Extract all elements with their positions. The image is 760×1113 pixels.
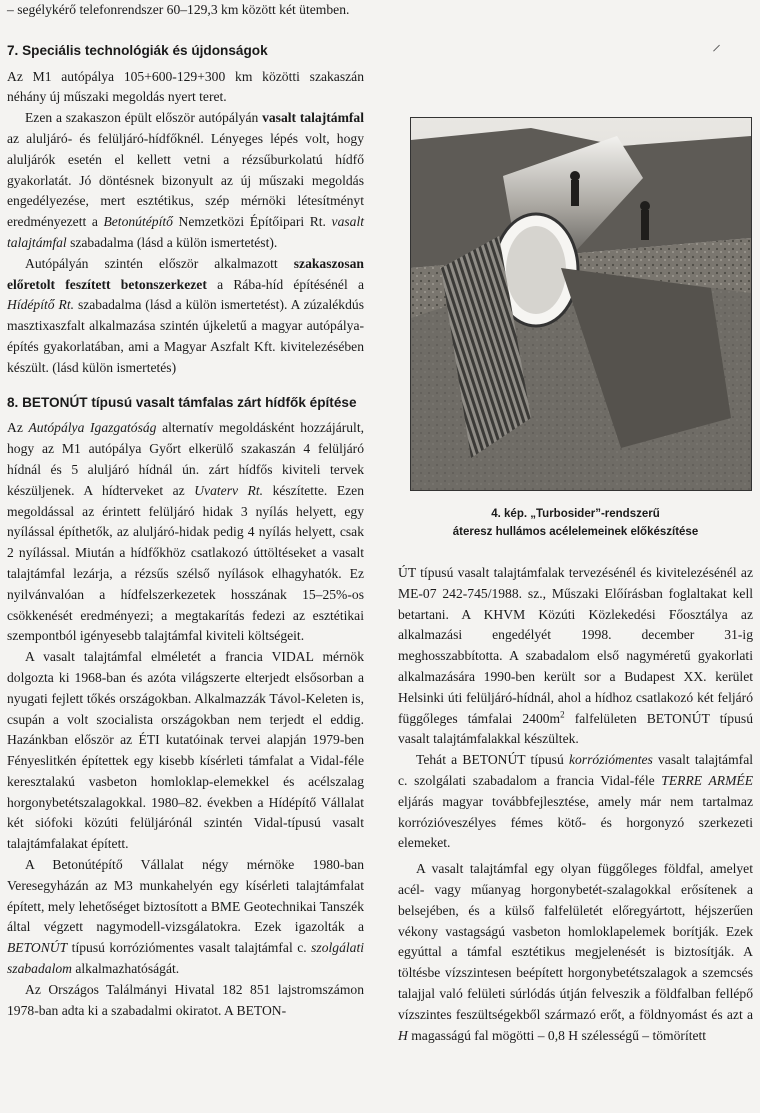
section-7-paragraph-3: Autópályán szintén először alkalmazott szakaszosan előretolt feszített betonszerkezet a Rába-híd építésénél a Hídépítő Rt. szabadalma (lásd a külön ismertetést). A zúzalékdús masztixaszfalt alkalmazása szintén újkeletű a magyar autópálya-építés gyakorlatában, ami a Magyar Aszfalt Kft. kivitelezésében készült. (lásd külön ismertetés) bbox=[7, 255, 364, 375]
section-7-paragraph-1: Az M1 autópálya 105+600-129+300 km közötti szakaszán néhány új műszaki megoldás nyert teret. bbox=[7, 68, 364, 105]
right-paragraph-3: A vasalt talajtámfal egy olyan függőleges földfal, amelyet acél- vagy műanyag horgonybetét-szalagokkal erősítenek a belsejében, és a külső falfelületét előregyártott, héjszerűen vékony vastagságú vasbeton homloklapelemek borítják. Ezek egyúttal a támfal esztétikus megjelenését is biztosítják. A töltésbe vízszintesen beépített horgonybetétszalagok a szemcsés talajjal való felületi súrlódás útján felveszik a földfalban fellépő vízszintes feszültségekből származó erőt, a földnyomást és azt a H magasságú fal mögötti – 0,8 H szélességű – tömörített bbox=[398, 861, 753, 1043]
section-8-paragraph-1: Az Autópálya Igazgatóság alternatív megoldásként hozzájárult, hogy az M1 autópálya Győrt elkerülő szakaszán 4 felüljáró hídnál és 5 aluljáró hídnál ún. zárt hídfős kiviteli tervek készüljenek. A hídterveket az Uvaterv Rt. készítette. Ezen megoldással az érintett felüljáró hidak 3 nyílás helyett, egy nyílással építhetők, az aluljáró-hidak pedig 4 nyílás helyett, csak 2 nyílással. Miután a hídfőkhöz csatlakozó úttöltéseket a vasalt talajtámfal lezárja, a rézsűs szélső nyílások elhagyhatók. Ez nyilvánvalóan a hídfelszerkezetek hosszának 15–25%-os csökkenését eredményezi; a megtakarítás fedezi az esztétikai szempontból igényesebb talajtámfal kiviteli költségeit. bbox=[7, 420, 365, 644]
figure-caption-line-1: 4. kép. „Turbosider”-rendszerű bbox=[491, 508, 660, 520]
figure-caption bbox=[398, 505, 753, 541]
section-8-paragraph-2: A vasalt talajtámfal elméletét a francia VIDAL mérnök dolgozta ki 1968-ban és azóta világszerte elterjedt elsősorban a nyugati fejlett tőkés országokban. Alkalmazzák Távol-Keleten is, csupán a volt szocialista országokban nem terjedt el eddig. Hazánkban először az ÉTI kutatóinak tervei alapján 1979-ben Fényeslitkén építettek egy kisebb kísérleti támfalat a Vidal-féle keresztalakú vasbeton homloklap-elemekkel és acélszalag horgonybetétszalagokkal. 1980–82. években a Hídépítő Vállalat két siófoki közúti felüljárónál szintén Vidal-típusú vasalt talajtámfalakat épített. bbox=[7, 649, 364, 852]
culvert-photo bbox=[410, 117, 752, 491]
right-paragraph-2: Tehát a BETONÚT típusú korróziómentes vasalt talajtámfal c. szolgálati szabadalom a francia Vidal-féle TERRE ARMÉE eljárás magyar továbbfejlesztése, amely már nem tartalmaz korrózióveszélyes fémes kötő- és horgonyzó szerkezeti elemeket. bbox=[398, 752, 754, 851]
right-column bbox=[398, 563, 753, 1046]
left-column bbox=[7, 0, 364, 1021]
section-7-heading: 7. Speciális technológiák és újdonságok bbox=[7, 42, 268, 58]
section-8-heading: 8. BETONÚT típusú vasalt támfalas zárt hídfők építése bbox=[7, 394, 357, 410]
section-8-paragraph-4: Az Országos Találmányi Hivatal 182 851 lajstromszámon 1978-ban adta ki a szabadalmi okiratot. A BETON- bbox=[7, 981, 364, 1018]
section-7-paragraph-2: Ezen a szakaszon épült először autópályán vasalt talajtámfal az aluljáró- és felüljáró-hídfőknél. Lényeges lépés volt, hogy aluljárók esetén el kellett vetni a rézsűburkolatú hídfő gyakorlatát. Jó döntésnek bizonyult az új műszaki megoldás engedélyezése, mert esztétikus, szép mérnöki létesítményt eredményezett a Betonútépítő Nemzetközi Építőipari Rt. vasalt talajtámfal szabadalma (lásd a külön ismertetést). bbox=[7, 110, 365, 250]
figure-caption-line-2: áteresz hullámos acélelemeinek előkészítése bbox=[452, 526, 699, 538]
scan-mark: ⸝ bbox=[712, 34, 721, 55]
section-8-paragraph-3: A Betonútépítő Vállalat négy mérnöke 1980-ban Veresegyházán az M3 munkahelyén egy kísérleti talajtámfalat épített, mely lehetőséget biztosított a BME Geotechnikai Tanszék által végzett nagymodell-vizsgálatokra. Ezek igazolták a BETONÚT típusú korróziómentes vasalt talajtámfal c. szolgálati szabadalom alkalmazhatóságát. bbox=[7, 857, 364, 977]
intro-list-item: – segélykérő telefonrendszer 60–129,3 km között két ütemben. bbox=[7, 2, 350, 17]
culvert-photo-drawing bbox=[411, 118, 751, 490]
right-paragraph-1: ÚT típusú vasalt talajtámfalak tervezésénél és kivitelezésénél az ME-07 242-745/1988. sz., Műszaki Előírásban foglaltakat kell betartani. A KHVM Közúti Közlekedési Főosztálya az alkalmazási engedélyét 1998. december 31-ig meghosszabbította. A szabadalom első nagyméretű gyakorlati alkalmazására 1990-ben került sor a Budapest XX. kerület Helsinki úti felüljáró-hídnál, ahol a hídhoz csatlakozó két feljáró függőleges támfalai $2400m^2$ falfelületen BETONÚT típusú vasalt talajtámfalakkal készültek. bbox=[398, 565, 753, 747]
